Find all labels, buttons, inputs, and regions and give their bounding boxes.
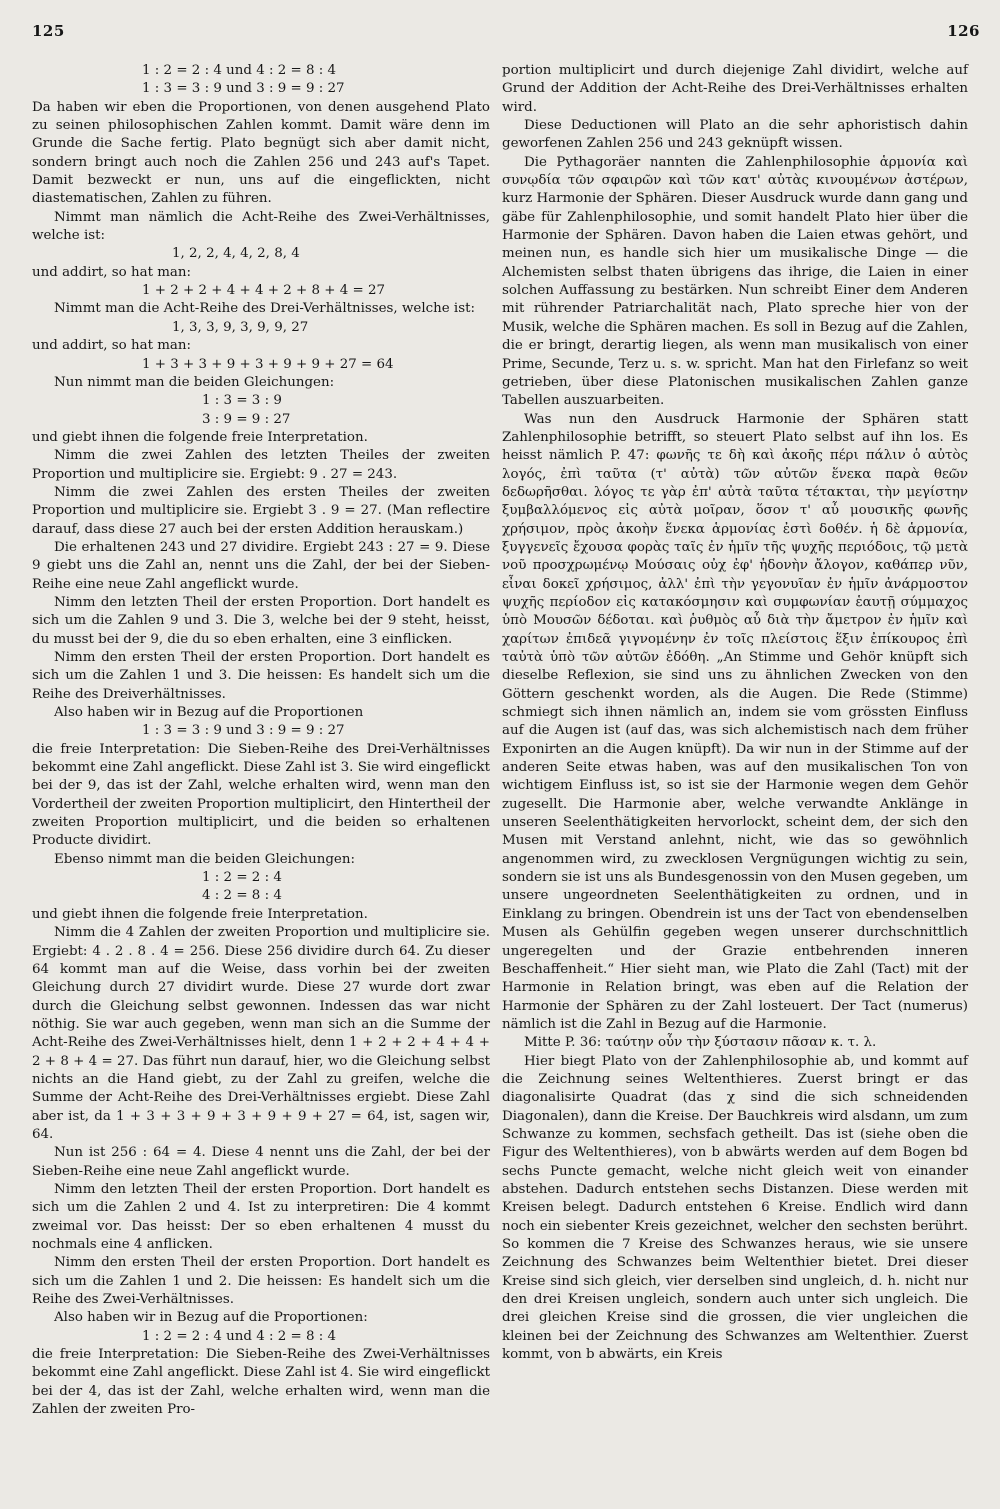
left-column-equation: 1 : 2 = 2 : 4 xyxy=(202,870,282,886)
left-column-equation: 1, 3, 3, 9, 3, 9, 9, 27 xyxy=(172,319,309,335)
left-column-text xyxy=(32,62,490,1419)
left-column-equation: 1 : 2 = 2 : 4 und 4 : 2 = 8 : 4 xyxy=(142,1328,337,1344)
left-column-equation: 1, 2, 2, 4, 4, 2, 8, 4 xyxy=(172,246,300,262)
left-column-equation: 1 : 2 = 2 : 4 und 4 : 2 = 8 : 4 xyxy=(142,63,337,78)
right-column-text xyxy=(502,62,968,1364)
left-column-equation: 1 : 3 = 3 : 9 und 3 : 9 = 9 : 27 xyxy=(142,723,345,739)
left-column-paragraph: Nimm die zwei Zahlen des ersten Theiles der zweiten Proportion und multiplicire sie. Ergiebt 3 . 9 = 27. (Man reflectire darauf, dass diese 27 auch bei der ersten Addition herauskam.) xyxy=(32,484,490,537)
left-column-paragraph: Die erhaltenen 243 und 27 dividire. Ergiebt 243 : 27 = 9. Diese 9 giebt uns die Zahl an, nennt uns die Zahl, der bei der Sieben-Reihe eine neue Zahl angeflickt wurde. xyxy=(32,539,490,592)
right-column-paragraph: Was nun den Ausdruck Harmonie der Sphären statt Zahlenphilosophie betrifft, so steuert Plato selbst auf ihn los. Es heisst nämlich P. 47: φωνῆς τε δὴ καὶ ἀκοῆς πέρι πάλιν ὁ αὐτὸς λογός, ἐπὶ ταῦτα (τ' αὐτὰ) τῶν αὐτῶν ἕνεκα παρὰ θεῶν δεδωρῆσθαι. λόγος τε γὰρ ἐπ' αὐτὰ ταῦτα τέτακται, τὴν μεγίστην ξυμβαλλόμενος εἰς αὐτὰ μοῖραν, ὅσον τ' αὖ μουσικῆς φωνῆς χρήσιμον, πρὸς ἀκοὴν ἕνεκα ἁρμονίας ἐστὶ δοθέν. ἡ δὲ ἁρμονία, ξυγγενεῖς ἔχουσα φορὰς ταῖς ἐν ἡμῖν τῆς ψυχῆς περιόδοις, τῷ μετὰ νοῦ προσχρωμένῳ Μούσαις οὐχ ἐφ' ἡδονὴν ἄλογον, καθάπερ νῦν, εἶναι δοκεῖ χρήσιμος, ἀλλ' ἐπὶ τὴν γεγονυῖαν ἐν ἡμῖν ἀνάρμοστον ψυχῆς περίοδον εἰς κατακόσμησιν καὶ συμφωνίαν ἑαυτῇ σύμμαχος ὑπὸ Μουσῶν δέδοται. καὶ ῥυθμὸς αὖ διὰ τὴν ἄμετρον ἐν ἡμῖν καὶ χαρίτων ἐπιδεᾶ γιγνομένην ἐν τοῖς πλείστοις ἕξιν ἐπίκουρος ἐπὶ ταὐτὰ ὑπὸ τῶν αὐτῶν ἐδόθη. „An Stimme und Gehör knüpft sich dieselbe Reflexion, sie sind uns zu ähnlichen Zwecken von den Göttern geschenkt worden, als die Augen. Die Rede (Stimme) schmiegt sich ihnen nämlich an, indem sie vom grössten Einfluss auf die Augen ist (auf das, was sich alchemistisch nach dem früher Exponirten an die Augen knüpft). Da wir nun in der Stimme auf der anderen Seite etwas haben, was auf den musikalischen Ton von wichtigem Einfluss ist, so ist sie der Harmonie wegen dem Gehör zugesellt. Die Harmonie aber, welche verwandte Anklänge in unseren Seelenthätigkeiten hervorlockt, scheint dem, der sich den Musen mit Verstand anlehnt, nicht, wie das so gewöhnlich angenommen wird, zu zwecklosen Vergnügungen wichtig zu sein, sondern sie ist uns als Bundesgenossin von den Musen gegeben, um unsere ungeordneten Seelenthätigkeiten zu ordnen, und in Einklang zu bringen. Obendrein ist uns der Tact von ebendenselben Musen als Gehülfin gegeben wegen unserer durchschnittlich ungeregelten und der Grazie entbehrenden inneren Beschaffenheit.“ Hier sieht man, wie Plato die Zahl (Tact) mit der Harmonie in Relation bringt, was eben auf die Relation der Harmonie der Sphären zu der Zahl losteuert. Der Tact (numerus) nämlich ist die Zahl in Bezug auf die Harmonie. xyxy=(502,411,968,1032)
right-column-paragraph: Mitte P. 36: ταύτην οὖν τὴν ξύστασιν πᾶσαν κ. τ. λ. xyxy=(524,1035,877,1051)
left-column-paragraph: Nimm die zwei Zahlen des letzten Theiles der zweiten Proportion und multiplicire sie. Ergiebt: 9 . 27 = 243. xyxy=(32,448,490,482)
left-column-paragraph: Nun nimmt man die beiden Gleichungen: xyxy=(54,374,335,390)
left-column-paragraph: Nimm den ersten Theil der ersten Proportion. Dort handelt es sich um die Zahlen 1 und 2. Die heissen: Es handelt sich um die Reihe des Zwei-Verhältnisses. xyxy=(32,1255,490,1308)
left-column-paragraph: und giebt ihnen die folgende freie Interpretation. xyxy=(32,429,368,445)
left-column-paragraph: Ebenso nimmt man die beiden Gleichungen: xyxy=(54,851,355,867)
left-column-paragraph: Nimmt man die Acht-Reihe des Drei-Verhältnisses, welche ist: xyxy=(54,301,475,317)
left-column-paragraph: Nimm den ersten Theil der ersten Proportion. Dort handelt es sich um die Zahlen 1 und 3. Die heissen: Es handelt sich um die Reihe des Dreiverhältnisses. xyxy=(32,650,490,702)
left-column-paragraph: die freie Interpretation: Die Sieben-Reihe des Zwei-Verhältnisses bekommt eine Zahl angeflickt. Diese Zahl ist 4. Sie wird eingeflickt bei der 4, das ist der Zahl, welche erhalten wird, wenn man die Zahlen der zweiten Pro- xyxy=(32,1347,490,1418)
page-number-left: 125 xyxy=(32,22,65,40)
left-column-paragraph: Nimmt man nämlich die Acht-Reihe des Zwei-Verhältnisses, welche ist: xyxy=(32,209,490,244)
left-column-equation: 1 + 2 + 2 + 4 + 4 + 2 + 8 + 4 = 27 xyxy=(142,283,386,299)
left-column-paragraph: Nun ist 256 : 64 = 4. Diese 4 nennt uns die Zahl, der bei der Sieben-Reihe eine neue Zahl angeflickt wurde. xyxy=(32,1145,490,1179)
left-column-equation: 1 : 3 = 3 : 9 xyxy=(202,393,282,409)
left-column-equation: 4 : 2 = 8 : 4 xyxy=(202,888,282,904)
right-column-paragraph: portion multiplicirt und durch diejenige Zahl dividirt, welche auf Grund der Addition der Acht-Reihe des Drei-Verhältnisses erhalten wird. xyxy=(502,63,968,115)
left-column-paragraph: Also haben wir in Bezug auf die Proportionen xyxy=(54,705,364,721)
left-column-paragraph: Nimm die 4 Zahlen der zweiten Proportion und multiplicire sie. Ergiebt: 4 . 2 . 8 . 4 = 256. Diese 256 dividire durch 64. Zu dieser 64 kommt man auf die Weise, dass vorhin bei der zweiten Gleichung durch 27 dividirt wurde. Diese 27 wurde dort zwar durch die Gleichung selbst gewonnen. Indessen das war nicht nöthig. Sie war auch gegeben, wenn man sich an die Summe der Acht-Reihe des Zwei-Verhältnisses hielt, denn 1 + 2 + 2 + 4 + 4 + 2 + 8 + 4 = 27. Das führt nun darauf, hier, wo die Gleichung selbst nichts an die Hand giebt, zu der Zahl zu greifen, welche die Summe der Acht-Reihe des Drei-Verhältnisses ergiebt. Diese Zahl aber ist, da 1 + 3 + 3 + 9 + 3 + 9 + 9 + 27 = 64, ist, sagen wir, 64. xyxy=(32,925,490,1142)
page-number-right: 126 xyxy=(947,22,980,40)
left-column-paragraph: Da haben wir eben die Proportionen, von denen ausgehend Plato zu seinen philosophischen Zahlen kommt. Damit wäre denn im Grunde die Sache fertig. Plato begnügt sich aber damit nicht, sondern bringt auch noch die Zahlen 256 und 243 auf's Tapet. Damit bezweckt er nun, uns auf die eingeflickten, nicht diastematischen, Zahlen zu führen. xyxy=(32,99,490,207)
left-column-paragraph: und addirt, so hat man: xyxy=(32,264,192,280)
left-column-equation: 1 + 3 + 3 + 9 + 3 + 9 + 9 + 27 = 64 xyxy=(142,356,394,372)
left-column-equation: 3 : 9 = 9 : 27 xyxy=(202,411,291,427)
right-column-paragraph: Die Pythagoräer nannten die Zahlenphilosophie ἁρμονία καὶ συνῳδία τῶν σφαιρῶν καὶ τῶν κατ' αὐτὰς κινουμένων ἀστέρων, kurz Harmonie der Sphären. Dieser Ausdruck wurde dann gang und gäbe für Zahlenphilosophie, und somit handelt Plato hier über die Harmonie der Sphären. Davon haben die Laien etwas gehört, und meinen nun, es handle sich hier um musikalische Dinge — die Alchemisten selbst thaten übrigens das ihrige, die Laien in einer solchen Auffassung zu bestärken. Nun schreibt Einer dem Anderen mit rührender Patriarchalität nach, Plato spreche hier von der Musik, welche die Sphären machen. Es soll in Bezug auf die Zahlen, die er bringt, derartig liegen, als wenn man musikalisch von einer Prime, Secunde, Terz u. s. w. spricht. Man hat den Firlefanz so weit getrieben, über diese Platonischen musikalischen Zahlen ganze Tabellen auszuarbeiten. xyxy=(502,154,968,409)
left-column-paragraph: Nimm den letzten Theil der ersten Proportion. Dort handelt es sich um die Zahlen 2 und 4. Ist zu interpretiren: Die 4 kommt zweimal vor. Das heisst: Der so eben erhaltenen 4 musst du nochmals eine 4 anflicken. xyxy=(32,1181,490,1252)
right-column-paragraph: Diese Deductionen will Plato an die sehr aphoristisch dahin geworfenen Zahlen 256 und 243 geknüpft wissen. xyxy=(502,118,968,152)
left-column-paragraph: Nimm den letzten Theil der ersten Proportion. Dort handelt es sich um die Zahlen 9 und 3. Die 3, welche bei der 9 steht, heisst, du musst bei der 9, die du so eben erhalten, eine 3 einflicken. xyxy=(32,594,490,647)
left-column-paragraph: und addirt, so hat man: xyxy=(32,338,192,354)
left-column-equation: 1 : 3 = 3 : 9 und 3 : 9 = 9 : 27 xyxy=(142,81,345,97)
left-column-paragraph: die freie Interpretation: Die Sieben-Reihe des Drei-Verhältnisses bekommt eine Zahl angeflickt. Diese Zahl ist 3. Sie wird eingeflickt bei der 9, das ist der Zahl, welche erhalten wird, wenn man den Vordertheil der zweiten Proportion multiplicirt, den Hintertheil der zweiten Proportion multiplicirt, und die beiden so erhaltenen Producte dividirt. xyxy=(32,741,490,849)
left-column-paragraph: und giebt ihnen die folgende freie Interpretation. xyxy=(32,906,368,922)
right-column-paragraph: Hier biegt Plato von der Zahlenphilosophie ab, und kommt auf die Zeichnung seines Weltenthieres. Zuerst bringt er das diagonalisirte Quadrat (das χ sind die sich schneidenden Diagonalen), dann die Kreise. Der Bauchkreis wird alsdann, um zum Schwanze zu kommen, sechsfach getheilt. Das ist (siehe oben die Figur des Weltenthieres), von b abwärts werden auf dem Bogen bd sechs Puncte gemacht, welche nicht gleich weit von einander abstehen. Dadurch entstehen sechs Distanzen. Diese werden mit Kreisen belegt. Dadurch entstehen 6 Kreise. Endlich wird dann noch ein siebenter Kreis gezeichnet, welcher den sechsten berührt. So kommen die 7 Kreise des Schwanzes heraus, wie sie unsere Zeichnung des Schwanzes beim Weltenthier bietet. Drei dieser Kreise sind sich gleich, vier derselben sind ungleich, d. h. nicht nur den drei Kreisen ungleich, sondern auch unter sich ungleich. Die drei gleichen Kreise sind die grossen, die vier ungleichen die kleinen bei der Zeichnung des Schwanzes am Weltenthier. Zuerst kommt, von b abwärts, ein Kreis xyxy=(502,1053,968,1363)
left-column-paragraph: Also haben wir in Bezug auf die Proportionen: xyxy=(54,1310,368,1326)
